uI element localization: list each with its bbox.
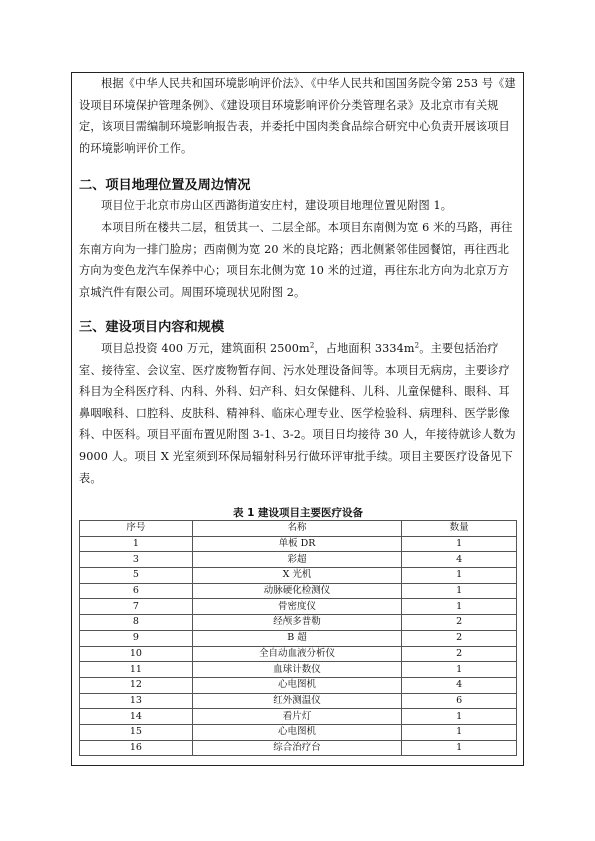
cell-name: 全自动血液分析仪 (192, 646, 402, 662)
section-2-paragraph-2: 本项目所在楼共二层，租赁其一、二层全部。本项目东南侧为宽 6 米的马路，再往东南方向为一排门脸房；西南侧为宽 20 米的良坨路；西北侧紧邻佳园餐馆，再往西北方向为变色龙汽车保养中心；项目东北侧为宽 10 米的过道，再往东北方向为北京万方京城汽件有限公司。周围环境现状见附图 2。 (79, 221, 513, 299)
cell-index: 10 (80, 646, 193, 662)
equipment-table (79, 520, 517, 756)
cell-index: 9 (80, 630, 193, 646)
cell-index: 8 (80, 615, 193, 631)
cell-quantity: 1 (402, 568, 517, 584)
cell-name: 心电图机 (192, 724, 402, 740)
cell-index: 13 (80, 693, 193, 709)
table-row (80, 568, 517, 584)
superscript: 2 (309, 341, 315, 350)
table-row (80, 646, 517, 662)
header-quantity: 数量 (402, 521, 517, 537)
cell-quantity: 4 (402, 677, 517, 693)
cell-quantity: 6 (402, 693, 517, 709)
table-header-row (80, 521, 517, 537)
cell-name: 血球计数仪 (192, 662, 402, 678)
cell-name: 骨密度仪 (192, 599, 402, 615)
cell-index: 14 (80, 709, 193, 725)
section-2-heading: 二、项目地理位置及周边情况 (79, 178, 251, 193)
cell-index: 5 (80, 568, 193, 584)
cell-quantity: 2 (402, 646, 517, 662)
cell-quantity: 1 (402, 583, 517, 599)
table-row (80, 552, 517, 568)
superscript: 2 (414, 341, 420, 350)
cell-quantity: 1 (402, 662, 517, 678)
table-row (80, 709, 517, 725)
section-3-heading: 三、建设项目内容和规模 (79, 320, 225, 335)
cell-name: 单板 DR (192, 536, 402, 552)
cell-index: 16 (80, 740, 193, 756)
text-run: 项目总投资 400 万元，建筑面积 2500m (101, 342, 310, 355)
table-row (80, 662, 517, 678)
cell-index: 1 (80, 536, 193, 552)
table-body (80, 536, 517, 756)
cell-name: 综合治疗台 (192, 740, 402, 756)
text-run: 。主要包括治疗室、接待室、会议室、医疗废物暂存间、污水处理设备间等。本项目无病房，主要诊疗科目为全科医疗科、内科、外科、妇产科、妇女保健科、儿科、儿童保健科、眼科、耳鼻咽喉科、口腔科、皮肤科、精神科、临床心理专业、医学检验科、病理科、医学影像科、中医科。项目平面布置见附图 3-1、3-2。项目日均接待 30 人，年接待就诊人数为 9000 人。项目 X 光室须到环保局辐射科另行做环评审批手续。项目主要医疗设备见下表。 (79, 342, 516, 485)
cell-quantity: 1 (402, 536, 517, 552)
cell-name: 经颅多普勒 (192, 615, 402, 631)
header-name: 名称 (192, 521, 402, 537)
cell-name: 心电图机 (192, 677, 402, 693)
cell-index: 12 (80, 677, 193, 693)
cell-name: 彩超 (192, 552, 402, 568)
intro-paragraph: 根据《中华人民共和国环境影响评价法》、《中华人民共和国国务院令第 253 号《建设项目环境保护管理条例》、《建设项目环境影响评价分类管理名录》及北京市有关规定，该项目需编制环境影响报告表，并委托中国肉类食品综合研究中心负责开展该项目的环境影响评价工作。 (79, 77, 516, 155)
cell-quantity: 1 (402, 724, 517, 740)
table-row (80, 536, 517, 552)
cell-name: X 光机 (192, 568, 402, 584)
cell-index: 3 (80, 552, 193, 568)
cell-name: 红外测温仪 (192, 693, 402, 709)
cell-index: 6 (80, 583, 193, 599)
cell-quantity: 1 (402, 740, 517, 756)
section-2-paragraph-1: 项目位于北京市房山区西潞街道安庄村，建设项目地理位置见附图 1。 (101, 199, 453, 212)
table-row (80, 599, 517, 615)
table-row (80, 724, 517, 740)
section-3-paragraph-1 (79, 338, 517, 489)
cell-quantity: 1 (402, 599, 517, 615)
table-row (80, 740, 517, 756)
header-index: 序号 (80, 521, 193, 537)
table-title: 表 1 建设项目主要医疗设备 (232, 507, 364, 519)
cell-name: B 超 (192, 630, 402, 646)
table-row (80, 583, 517, 599)
cell-name: 看片灯 (192, 709, 402, 725)
cell-index: 15 (80, 724, 193, 740)
cell-quantity: 4 (402, 552, 517, 568)
cell-quantity: 2 (402, 615, 517, 631)
cell-index: 11 (80, 662, 193, 678)
text-run: ，占地面积 3334m (314, 342, 415, 355)
table-row (80, 615, 517, 631)
table-row (80, 677, 517, 693)
table-row (80, 693, 517, 709)
table-row (80, 630, 517, 646)
cell-index: 7 (80, 599, 193, 615)
cell-quantity: 1 (402, 709, 517, 725)
cell-name: 动脉硬化检测仪 (192, 583, 402, 599)
cell-quantity: 2 (402, 630, 517, 646)
